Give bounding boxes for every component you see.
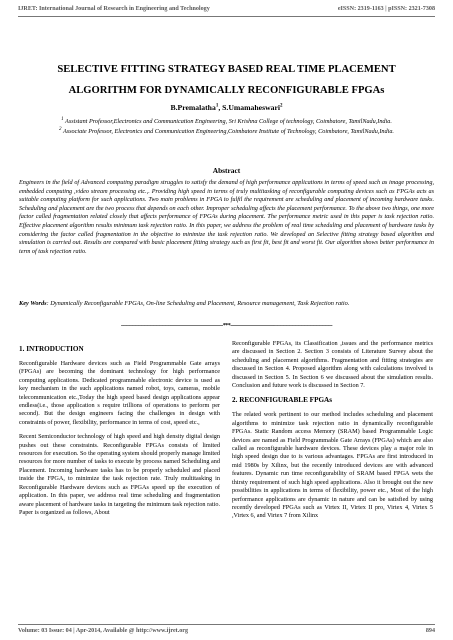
author-1-sup: 1: [215, 103, 219, 109]
journal-name: IJRET: International Journal of Research in Engineering and Technology: [18, 6, 210, 12]
right-column: [232, 340, 433, 527]
intro-paragraph-continued: Reconfigurable FPGAs, its Classification ,issues and the performance metrics are discussed in Section 2. Section 3 consists of Literature Survey about the scheduling and placement algorithms. Fragmentation and fitting strategies are discussed in Section 4. Proposed algorithm along with calculations involved is discussed in Section 5. In Section 6 we discussed about the simulation results. Conclusion and future work is discussed in Section 7.: [232, 340, 433, 390]
left-column: [19, 340, 220, 523]
intro-paragraph-1: Reconfigurable Hardware devices such as Field Programmable Gate arrays (FPGAs) are becoming the dominant technology for high performance computing applications. Dedicated programmable electronic device is used as key mechanism in the such applications named robot, toys, cameras, mobile telecommunication etc.,Today the high speed based design applications appear endless(i.e., those application s require trillions of operations to perform per second). But the design engineers facing the challenges in design with constraints of power, flexibility, performance in terms of cost, speed etc.,: [19, 360, 220, 426]
affiliation-2: $^2$ Associate Professor, Electronics and Communication Engineering,Coimbatore Institute of Technology, Coimbatore, TamilNadu,India.: [59, 126, 394, 135]
keywords: [19, 300, 434, 309]
abstract-heading: Abstract: [212, 166, 241, 175]
author-2: S.Umamaheswari: [222, 103, 281, 112]
affiliation-1: $^1$ Assistant Professor,Electronics and Communication Engineering, Sri Krishna College of technology, Coimbatore, TamilNadu,India.: [61, 116, 392, 125]
running-footer: [18, 628, 435, 634]
section-heading-reconfigurable-fpgas: 2. RECONFIGURABLE FPGAs: [232, 396, 333, 405]
section-separator: --------------------------------------------------------------------***--------------------------------------------------------------------: [120, 323, 333, 329]
footer-rule: [18, 624, 435, 625]
fpga-paragraph-1: The related work pertinent to our method includes scheduling and placement algorithms to minimize task rejection ratio in dynamically reconfigurable FPGAs. Static Random access Memory (SRAM) based Programmable Logic devices are named as Field Programmable Gate Arrays (FPGAs) which are also called as reconfigurable hardware devices. These devices play a major role in high speed design due to is various advantages. FPGAs are first introduced in mid 1980s by Xilinx, but the recently introduced devices are with advanced features. Dynamic run time reconfigurability of SRAM based FPGA wets the thirsty requirement of such high speed applications. Also it brought out the new possibilities in applications in terms of flexibility, power etc., Most of the high performance applications are dynamic in nature and can be satisfied by using recently developed FPGAs such as Virtex II, Virtex II pro, Virtex 4, Virtex 5 ,Virtex 6, and Virtex 7 from Xilinx: [232, 411, 433, 520]
keywords-text: : Dynamically Reconfigurable FPGAs, On-line Scheduling and Placement, Resource management, Task Rejection ratio.: [46, 300, 350, 307]
intro-paragraph-2: Recent Semiconductor technology of high speed and high density digital design pushes out these constraints. Reconfigurable FPGAs consists of limited resources for execution. So the operating system should properly manage limited resources for more number of tasks to execute by process named Scheduling and Placement. Incoming hardware tasks has to be properly scheduled and placed inside the FPGA, to minimize the task rejection rate. Truly multitasking in Reconfigurable Hardware devices such as FPGAs speed up the execution of application. In this paper, we address real time scheduling and fragmentation aware placement of hardware tasks in targeting the minimum task rejection ratio. Paper is organized as follows, About: [19, 433, 220, 516]
paper-title: [14, 59, 439, 101]
section-heading-introduction: 1. INTRODUCTION: [19, 345, 84, 353]
issn-info: eISSN: 2319-1163 | pISSN: 2321-7308: [337, 6, 435, 12]
running-header: [18, 6, 435, 12]
author-separator: ,: [218, 103, 223, 112]
keywords-label: Key Words: [19, 300, 47, 307]
abstract-body: Engineers in the field of Advanced computing paradigm struggles to satisfy the demand of high performance applications in terms of speed such as image processing, embedded computing ,video stream processing etc.,. Providing high speed in terms of truly multitasking of reconfigurable computing devices such as FPGAs acts as suitable computing platform for such applications. Two main problems in FPGA to fulfil the requirement are scheduling and placement of incoming hardware tasks. Scheduling and placement are the two process that depends on each other. Improper scheduling affects the placement performance. To the above two things, one more factor called fragmentation related closely that affects performance of FPGAs during placement. The performance metric used in this paper is task rejection ratio. Effective placement algorithm results minimum task rejection ratio. In this paper, we address the problem of real time scheduling and placement of hardware tasks by considering the factor called fragmentation in the objective to minimize the task rejection ratio. We developed an Selective fitting strategy based algorithm and simulation is carried out. Results are compared with basic placement fitting strategy such as first fit, best fit and worst fit. Our algorithm shows better performance in term of task rejection ratio.: [19, 179, 434, 255]
affiliations: [36, 118, 417, 138]
author-list: [14, 103, 439, 113]
volume-info: Volume: 03 Issue: 04 | Apr-2014, Available @ http://www.ijret.org: [18, 628, 189, 634]
page-number: 894: [425, 628, 435, 634]
title-line-2: ALGORITHM FOR DYNAMICALLY RECONFIGURABLE FPGAs: [68, 85, 385, 96]
author-2-sup: 2: [280, 103, 283, 109]
author-1: B.Premalatha: [170, 103, 216, 112]
header-rule: [18, 16, 435, 17]
title-line-1: SELECTIVE FITTING STRATEGY BASED REAL TIME PLACEMENT: [57, 64, 396, 75]
